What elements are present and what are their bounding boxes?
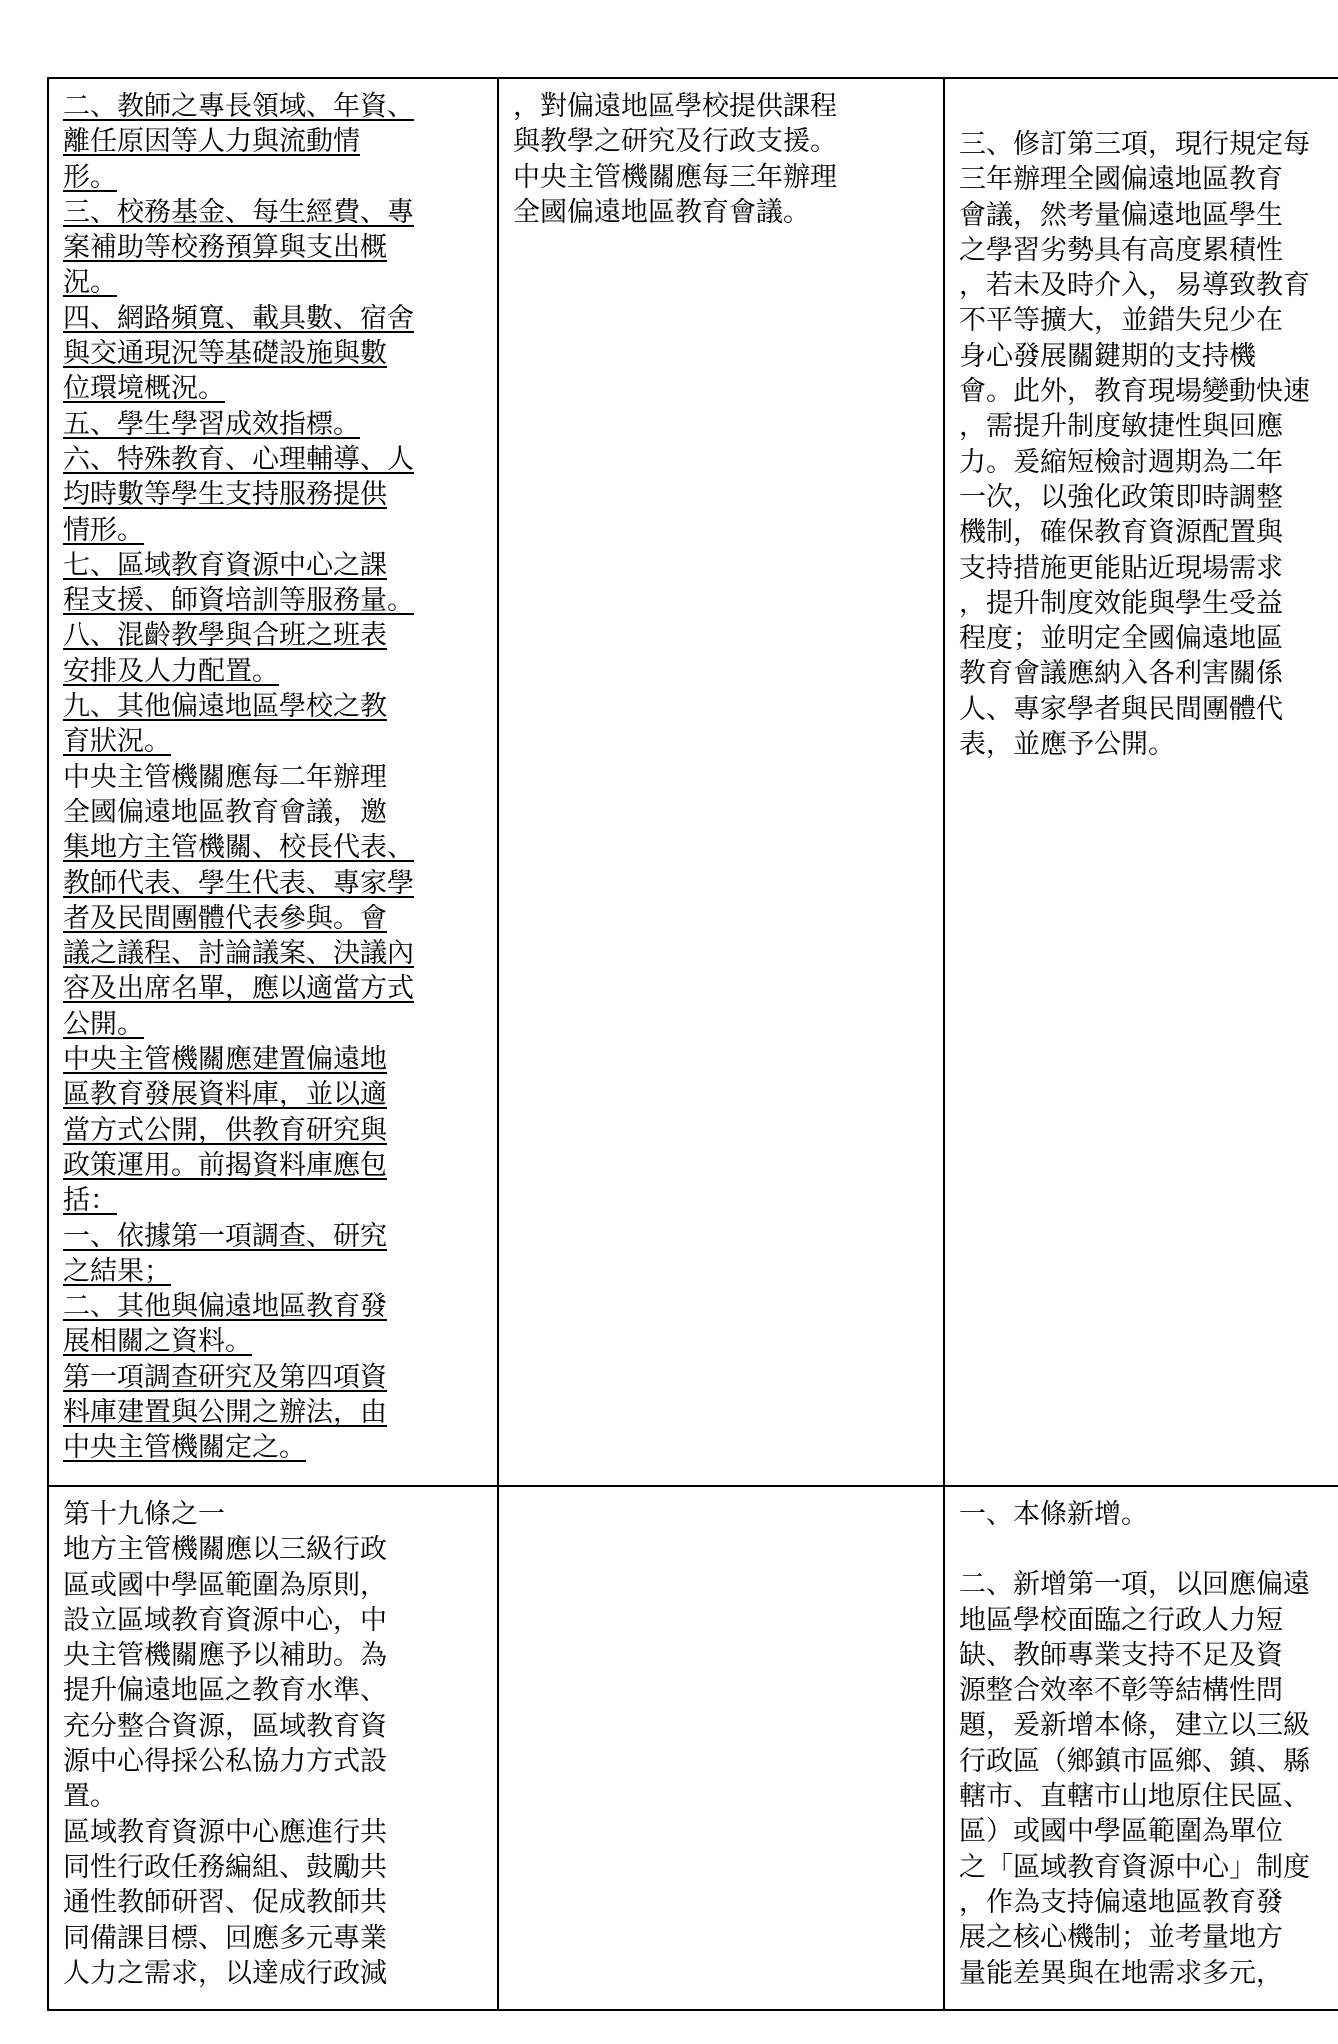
text-line: 七、區域教育資源中心之課 [63, 549, 387, 581]
text-line: 全國偏遠地區教育會議，邀 [63, 796, 387, 828]
text-line: 中央主管機關定之。 [63, 1432, 306, 1464]
current-text-cell [498, 78, 944, 1486]
text-line: 區教育發展資料庫，並以適 [63, 1079, 387, 1111]
text-line: 情形。 [63, 514, 144, 546]
text-line: ，若未及時介入，易導致教育 [959, 270, 1310, 302]
amended-text-cell [48, 1486, 498, 2010]
text-line: 政策運用。前揭資料庫應包 [63, 1149, 387, 1181]
text-line: 力。爰縮短檢討週期為二年 [959, 446, 1283, 478]
text-line: 教師代表、學生代表、專家學 [63, 867, 414, 899]
text-line: 區或國中學區範圍為原則， [63, 1569, 387, 1601]
text-line: 不平等擴大，並錯失兒少在 [959, 305, 1283, 337]
text-line: 況。 [63, 267, 117, 299]
text-line: 人、專家學者與民間團體代 [959, 693, 1283, 725]
text-line: 位環境概況。 [63, 373, 225, 405]
text-line: 三、修訂第三項，現行規定每 [959, 129, 1310, 160]
text-line: 集地方主管機關、校長代表、 [63, 832, 414, 864]
text-line: 行政區（鄉鎮市區鄉、鎮、縣 [959, 1745, 1310, 1777]
amended-text-cell [48, 78, 498, 1486]
text-line: 當方式公開，供教育研究與 [63, 1114, 387, 1146]
text-line: 中央主管機關應每三年辦理 [513, 161, 837, 193]
text-line: 六、特殊教育、心理輔導、人 [63, 443, 414, 475]
text-line: 人力之需求，以達成行政減 [63, 1957, 387, 1989]
text-line: 育狀況。 [63, 726, 171, 758]
text-line: 三年辦理全國偏遠地區教育 [959, 164, 1283, 196]
text-line: 料庫建置與公開之辦法，由 [63, 1396, 387, 1428]
text-line: 置。 [63, 1781, 117, 1813]
current-text-cell [498, 1486, 944, 2010]
text-line: 與交通現況等基礎設施與數 [63, 338, 387, 370]
text-line: 教育會議應納入各利害關係 [959, 658, 1283, 690]
text-line: 九、其他偏遠地區學校之教 [63, 691, 387, 723]
text-line: 一次，以強化政策即時調整 [959, 481, 1283, 513]
text-line: 展相關之資料。 [63, 1326, 252, 1358]
text-line: 源整合效率不彰等結構性問 [959, 1675, 1283, 1707]
blank-line [959, 1532, 1338, 1567]
text-line: 中央主管機關應建置偏遠地 [63, 1044, 387, 1076]
text-line: ，需提升制度敏捷性與回應 [959, 411, 1283, 443]
text-line: 地方主管機關應以三級行政 [63, 1534, 387, 1566]
text-line: 案補助等校務預算與支出概 [63, 232, 387, 264]
text-line: 之學習劣勢具有高度累積性 [959, 234, 1283, 266]
text-line: 通性教師研習、促成教師共 [63, 1887, 387, 1919]
text-line: 離任原因等人力與流動情 [63, 126, 360, 158]
text-line: 源中心得採公私協力方式設 [63, 1746, 387, 1778]
text-line: 央主管機關應予以補助。為 [63, 1640, 387, 1672]
text-line: 同性行政任務編組、鼓勵共 [63, 1851, 387, 1883]
text-line: 公開。 [63, 1008, 144, 1040]
text-line: 提升偏遠地區之教育水準、 [63, 1675, 387, 1707]
text-line: 二、其他與偏遠地區教育發 [63, 1291, 387, 1323]
text-line: 之結果； [63, 1255, 171, 1287]
text-line: 缺、教師專業支持不足及資 [959, 1639, 1283, 1671]
text-line: 四、網路頻寬、載具數、宿舍 [63, 302, 414, 334]
text-line: 八、混齡教學與合班之班表 [63, 620, 387, 652]
explanation-cell [944, 78, 1338, 1486]
text-line: 身心發展關鍵期的支持機 [959, 340, 1256, 372]
text-line: 設立區域教育資源中心，中 [63, 1604, 387, 1636]
text-line: 安排及人力配置。 [63, 655, 279, 687]
text-line: 括： [63, 1185, 117, 1217]
text-line: 形。 [63, 161, 117, 193]
text-line: 全國偏遠地區教育會議。 [513, 196, 810, 228]
text-line: 程度；並明定全國偏遠地區 [959, 623, 1283, 655]
text-line: 議之議程、討論議案、決議內 [63, 938, 414, 970]
text-line: 轄市、直轄市山地原住民區、 [959, 1781, 1310, 1813]
text-line: 同備課目標、回應多元專業 [63, 1922, 387, 1954]
text-line: 表，並應予公開。 [959, 729, 1175, 761]
text-line: 三、校務基金、每生經費、專 [63, 196, 414, 228]
text-line: 充分整合資源，區域教育資 [63, 1710, 387, 1742]
text-line: 題，爰新增本條，建立以三級 [959, 1710, 1310, 1742]
text-line: 中央主管機關應每二年辦理 [63, 761, 387, 793]
text-line: 二、教師之專長領域、年資、 [63, 91, 414, 122]
text-line: ，對偏遠地區學校提供課程 [513, 91, 837, 122]
text-line: 量能差異與在地需求多元， [959, 1957, 1283, 1989]
text-line: 一、依據第一項調查、研究 [63, 1220, 387, 1252]
text-line: 均時數等學生支持服務提供 [63, 479, 387, 511]
text-line: 區域教育資源中心應進行共 [63, 1816, 387, 1848]
text-line: 程支援、師資培訓等服務量。 [63, 585, 414, 617]
text-line: 第一項調查研究及第四項資 [63, 1361, 387, 1393]
explanation-cell [944, 1486, 1338, 2010]
table-row [48, 1486, 1338, 2010]
text-line: 會議，然考量偏遠地區學生 [959, 199, 1283, 231]
text-line: 展之核心機制；並考量地方 [959, 1922, 1283, 1954]
text-line: 支持措施更能貼近現場需求 [959, 552, 1283, 584]
text-line: 會。此外，教育現場變動快速 [959, 376, 1310, 408]
text-line: 容及出席名單，應以適當方式 [63, 973, 414, 1005]
text-line: ，作為支持偏遠地區教育發 [959, 1886, 1283, 1918]
text-line: 之「區域教育資源中心」制度 [959, 1851, 1310, 1883]
text-line: 二、新增第一項，以回應偏遠 [959, 1569, 1310, 1601]
text-line: 第十九條之一 [63, 1499, 225, 1530]
text-line: 地區學校面臨之行政人力短 [959, 1604, 1283, 1636]
text-line: 區）或國中學區範圍為單位 [959, 1816, 1283, 1848]
comparison-table [47, 77, 1338, 2011]
text-line: ，提升制度效能與學生受益 [959, 587, 1283, 619]
text-line: 者及民間團體代表參與。會 [63, 902, 387, 934]
text-line: 與教學之研究及行政支援。 [513, 126, 837, 158]
blank-line [959, 89, 1338, 127]
text-line: 五、學生學習成效指標。 [63, 408, 360, 440]
text-line: 一、本條新增。 [959, 1499, 1148, 1530]
text-line: 機制，確保教育資源配置與 [959, 517, 1283, 549]
table-row [48, 78, 1338, 1486]
